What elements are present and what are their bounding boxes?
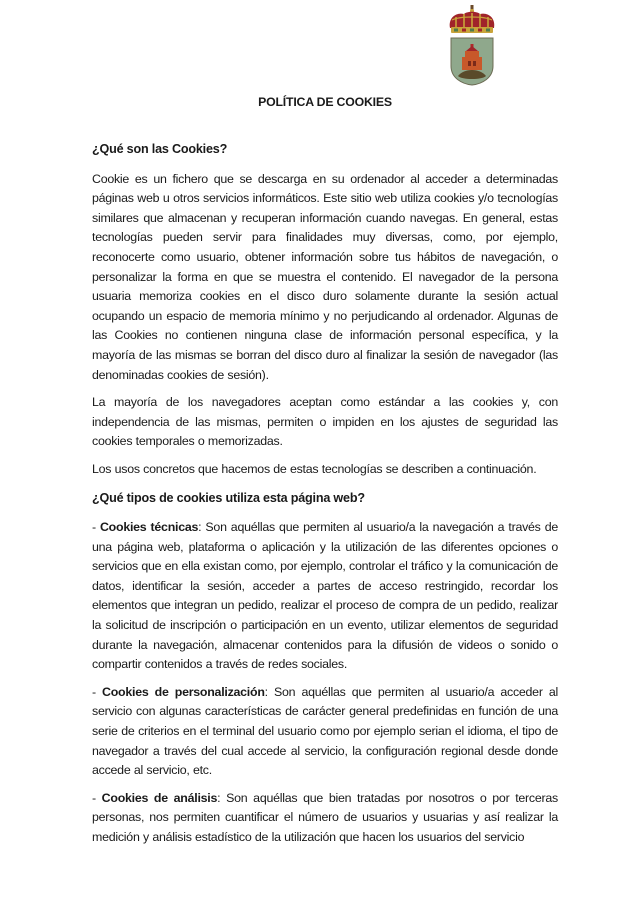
coat-of-arms-logo: [446, 4, 498, 86]
list-item-analysis-cookies: [92, 789, 558, 848]
list-item-prefix: -: [92, 684, 103, 699]
list-item-text: : Son aquéllas que bien tratadas por nosotros o por terceras personas, nos permiten cuantificar el número de usuarios y usuarias y así realizar la medición y análisis estadístico de la utilización que hacen los usuarios del servicio: [92, 790, 558, 844]
list-item-text: : Son aquéllas que permiten al usuario/a acceder al servicio con algunas características de carácter general predefinidas en función de una serie de criterios en el terminal del usuario como por ejemplo serian el idioma, el tipo de navegador a través del cual accede al servicio, la configuración regional desde donde accede al servicio, etc.: [92, 684, 558, 778]
list-item-text: : Son aquéllas que permiten al usuario/a la navegación a través de una página web, plataforma o aplicación y la utilización de las diferentes opciones o servicios que en ella existan como, por ejemplo, controlar el tráfico y la comunicación de datos, identificar la sesión, acceder a partes de acceso restringido, recordar los elementos que integran un pedido, realizar el proceso de compra de un pedido, realizar la solicitud de inscripción o participación en un evento, utilizar elementos de seguridad durante la navegación, almacenar contenidos para la difusión de videos o sonido o compartir contenidos a través de redes sociales.: [92, 520, 558, 672]
document-title: POLÍTICA DE COOKIES: [258, 95, 392, 109]
list-item-term: Cookies de personalización: [102, 684, 265, 699]
crown-icon: [450, 5, 495, 33]
list-item-prefix: -: [92, 520, 100, 535]
paragraph-browsers-accept: La mayoría de los navegadores aceptan como estándar a las cookies y, con independencia de las mismas, permiten o impiden en los ajustes de seguridad las cookies temporales o memorizadas.: [92, 395, 558, 449]
section-heading-cookie-types: ¿Qué tipos de cookies utiliza esta página web?: [92, 490, 365, 505]
shield-icon: [451, 38, 493, 85]
list-item-term: Cookies de análisis: [101, 790, 218, 805]
list-item-term: Cookies técnicas: [99, 520, 199, 535]
section-heading-what-are-cookies: ¿Qué son las Cookies?: [92, 142, 228, 156]
document-page: [92, 93, 558, 856]
paragraph-concrete-uses: Los usos concretos que hacemos de estas tecnologías se describen a continuación.: [92, 461, 537, 476]
list-item-prefix: -: [92, 790, 102, 805]
list-item-personalization-cookies: [92, 683, 558, 781]
paragraph-cookie-definition: Cookie es un fichero que se descarga en su ordenador al acceder a determinadas páginas web u otros servicios informáticos. Este sitio web utiliza cookies y/o tecnologías similares que almacenan y recuperan información cuando navegas. En general, estas tecnologías pueden servir para finalidades muy diversas, como, por ejemplo, reconocerte como usuario, obtener información sobre tus hábitos de navegación, o personalizar la forma en que se muestra el contenido. El navegador de la persona usuaria memoriza cookies en el disco duro solamente durante la sesión actual ocupando un espacio de memoria mínimo y no perjudicando al ordenador. Algunas de las Cookies no contienen ninguna clase de información personal específica, y la mayoría de las mismas se borran del disco duro al finalizar la sesión de navegador (las denominadas cookies de sesión).: [92, 171, 558, 382]
list-item-technical-cookies: [92, 518, 558, 675]
